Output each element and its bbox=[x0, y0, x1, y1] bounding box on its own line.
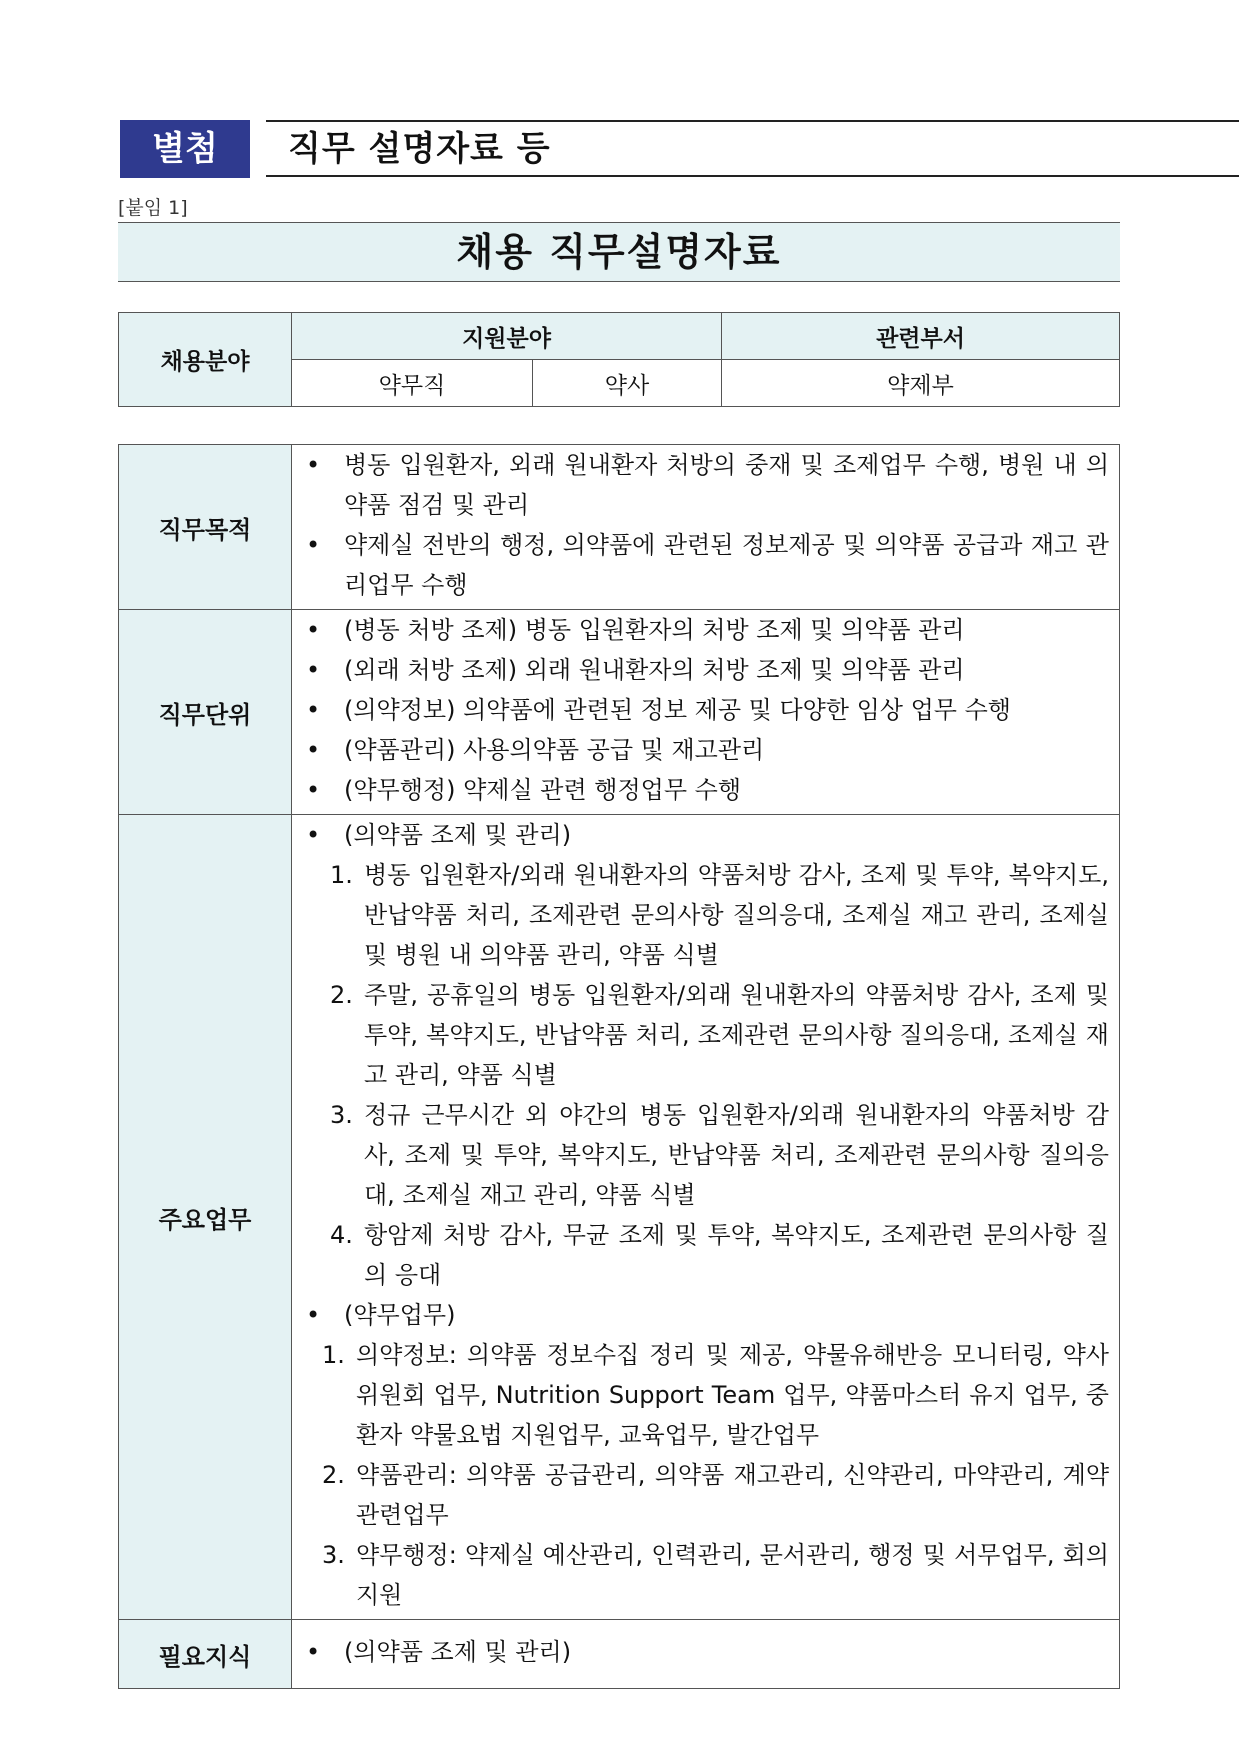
attachment-label: [붙임 1] bbox=[118, 197, 188, 219]
list-item: • (약무행정) 약제실 관련 행정업무 수행 bbox=[304, 770, 1109, 810]
units-content bbox=[292, 610, 1120, 815]
bullet-icon: • bbox=[306, 531, 321, 559]
list-item: • (약무업무) bbox=[304, 1295, 1109, 1335]
header-rule-bottom bbox=[266, 175, 1239, 177]
recruit-field-label: 채용분야 bbox=[119, 313, 292, 407]
bullet-icon: • bbox=[306, 821, 321, 849]
department-header: 관련부서 bbox=[722, 313, 1120, 360]
duties-label: 주요업무 bbox=[119, 815, 292, 1620]
purpose-content bbox=[292, 445, 1120, 610]
job-description-table bbox=[118, 444, 1120, 1689]
knowledge-content bbox=[292, 1620, 1120, 1689]
list-item: • 병동 입원환자, 외래 원내환자 처방의 중재 및 조제업무 수행, 병원 내 의약품 점검 및 관리 bbox=[304, 445, 1109, 525]
table-row bbox=[119, 445, 1120, 610]
list-item: 2. 약품관리: 의약품 공급관리, 의약품 재고관리, 신약관리, 마약관리, 계약관련업무 bbox=[322, 1461, 1109, 1529]
list-item: • (의약품 조제 및 관리) bbox=[304, 1632, 1109, 1672]
bullet-icon: • bbox=[306, 1301, 321, 1329]
list-item: • (의약품 조제 및 관리) bbox=[304, 815, 1109, 855]
recruit-field-table bbox=[118, 312, 1120, 407]
table-row bbox=[119, 1620, 1120, 1689]
bullet-icon: • bbox=[306, 736, 321, 764]
units-label: 직무단위 bbox=[119, 610, 292, 815]
job-title-cell: 약사 bbox=[533, 360, 722, 407]
document-title-banner: 채용 직무설명자료 bbox=[118, 222, 1120, 282]
bullet-icon: • bbox=[306, 1638, 321, 1666]
bullet-icon: • bbox=[306, 616, 321, 644]
list-item: 4. 항암제 처방 감사, 무균 조제 및 투약, 복약지도, 조제관련 문의사항 질의 응대 bbox=[330, 1221, 1109, 1289]
list-item: 3. 정규 근무시간 외 야간의 병동 입원환자/외래 원내환자의 약품처방 감사, 조제 및 투약, 복약지도, 반납약품 처리, 조제관련 문의사항 질의응대, 조제실 재고 관리, 약품 식별 bbox=[330, 1101, 1109, 1209]
list-item: 3. 약무행정: 약제실 예산관리, 인력관리, 문서관리, 행정 및 서무업무, 회의 지원 bbox=[322, 1541, 1109, 1609]
list-item: • (병동 처방 조제) 병동 입원환자의 처방 조제 및 의약품 관리 bbox=[304, 610, 1109, 650]
table-row bbox=[119, 815, 1120, 1620]
list-item: 2. 주말, 공휴일의 병동 입원환자/외래 원내환자의 약품처방 감사, 조제 및 투약, 복약지도, 반납약품 처리, 조제관련 문의사항 질의응대, 조제실 재고 관리, 약품 식별 bbox=[330, 981, 1109, 1089]
attachment-badge: 별첨 bbox=[120, 120, 250, 178]
header-rule-top bbox=[266, 120, 1239, 122]
list-item: • (약품관리) 사용의약품 공급 및 재고관리 bbox=[304, 730, 1109, 770]
bullet-icon: • bbox=[306, 451, 321, 479]
list-item: • 약제실 전반의 행정, 의약품에 관련된 정보제공 및 의약품 공급과 재고 관리업무 수행 bbox=[304, 525, 1109, 605]
knowledge-label: 필요지식 bbox=[119, 1620, 292, 1689]
list-item: • (의약정보) 의약품에 관련된 정보 제공 및 다양한 임상 업무 수행 bbox=[304, 690, 1109, 730]
bullet-icon: • bbox=[306, 696, 321, 724]
bullet-icon: • bbox=[306, 776, 321, 804]
list-item: • (외래 처방 조제) 외래 원내환자의 처방 조제 및 의약품 관리 bbox=[304, 650, 1109, 690]
header-title: 직무 설명자료 등 bbox=[288, 129, 551, 169]
bullet-icon: • bbox=[306, 656, 321, 684]
purpose-label: 직무목적 bbox=[119, 445, 292, 610]
support-field-header: 지원분야 bbox=[292, 313, 722, 360]
document-header bbox=[120, 120, 1120, 178]
duties-content bbox=[292, 815, 1120, 1620]
list-item: 1. 의약정보: 의약품 정보수집 정리 및 제공, 약물유해반응 모니터링, 약사위원회 업무, Nutrition Support Team 업무, 약품마스터 유지 업무, 중환자 약물요법 지원업무, 교육업무, 발간업무 bbox=[322, 1341, 1109, 1449]
table-row bbox=[119, 610, 1120, 815]
job-group-cell: 약무직 bbox=[292, 360, 533, 407]
list-item: 1. 병동 입원환자/외래 원내환자의 약품처방 감사, 조제 및 투약, 복약지도, 반납약품 처리, 조제관련 문의사항 질의응대, 조제실 재고 관리, 조제실 및 병원 내 의약품 관리, 약품 식별 bbox=[330, 861, 1109, 969]
department-cell: 약제부 bbox=[722, 360, 1120, 407]
